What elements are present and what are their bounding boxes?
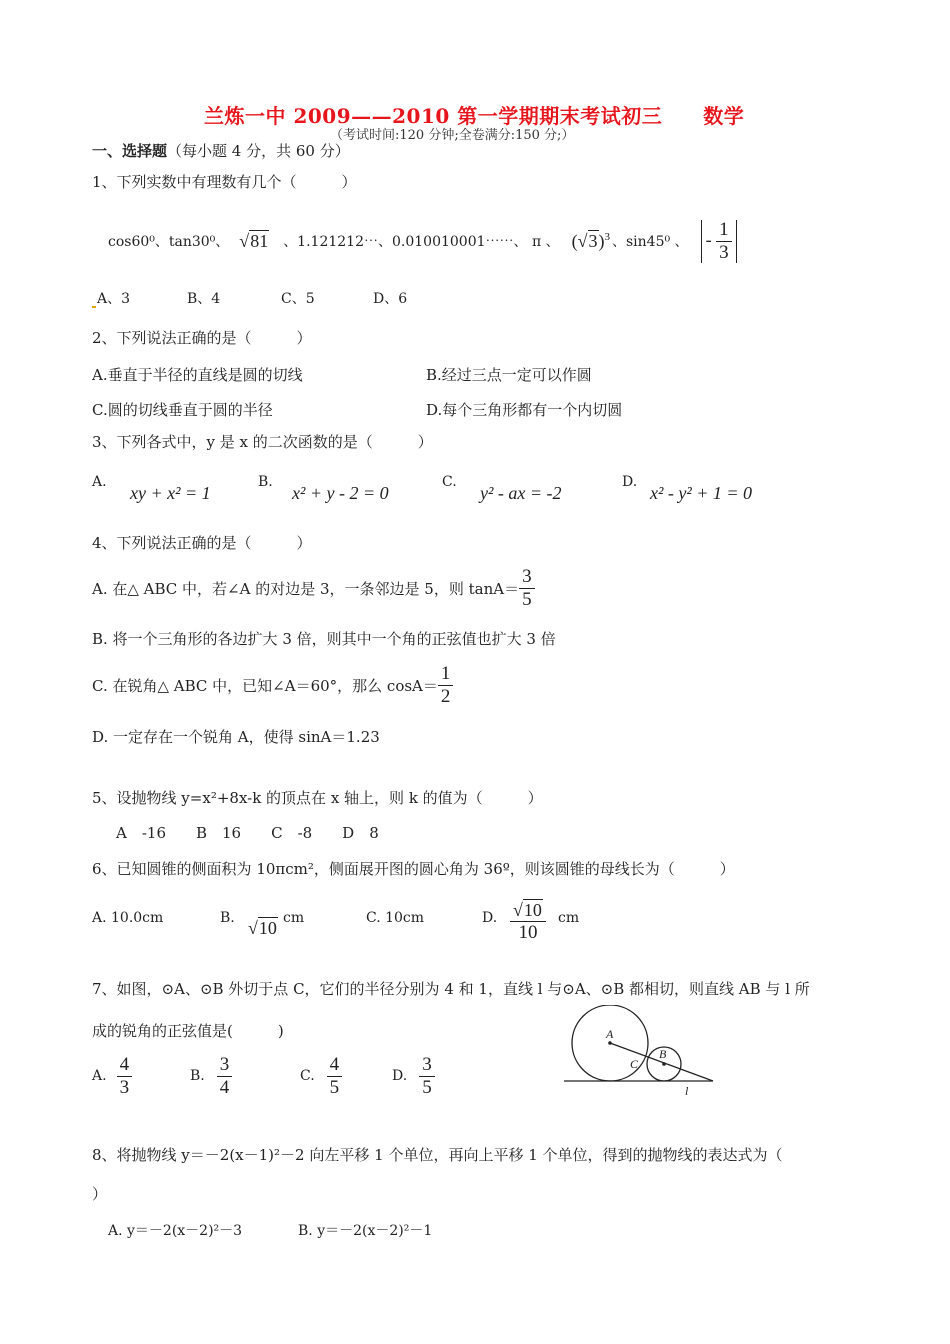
q1-option-d: D、6 (373, 291, 408, 307)
center-a-dot (608, 1041, 612, 1045)
q5-options: A -16 B 16 C -8 D 8 (116, 824, 379, 842)
q4-a-fraction: $\frac{3}{5}$ (519, 567, 535, 610)
q1-item-trig: cos60⁰、tan30⁰、 (108, 234, 230, 251)
q1-sqrt3-cubed: $(√3)^3$ (571, 230, 610, 251)
q3-label-b: B. (258, 474, 273, 490)
section-heading (92, 140, 350, 161)
q4-option-d: D. 一定存在一个锐角 A，使得 sinA＝1.23 (92, 728, 380, 746)
section-title: 一、选择题 (92, 142, 168, 160)
q6-b-sqrt: √10 (248, 918, 277, 938)
q2-option-b: B.经过三点一定可以作圆 (426, 366, 592, 384)
q6-option-c: C. 10cm (366, 910, 425, 926)
label-l: l (685, 1084, 689, 1097)
q3-label-d: D. (622, 474, 638, 490)
q3-label-c: C. (442, 474, 457, 490)
q7-tangent-circles-figure (560, 1005, 720, 1097)
q7-option-d: D. $\frac{3}{5}$ (392, 1055, 435, 1098)
q7-stem-line1: 7、如图，⊙A、⊙B 外切于点 C，它们的半径分别为 4 和 1，直线 l 与⊙A、⊙B 都相切，则直线 AB 与 l 所 (92, 980, 810, 998)
q1-item-sin: 、sin45⁰ 、 (612, 234, 689, 251)
q7-stem-line2: 成的锐角的正弦值是( ) (92, 1022, 284, 1040)
q4-stem: 4、下列说法正确的是（ ） (92, 534, 312, 552)
label-b: B (659, 1047, 667, 1061)
q1-option-c: C、5 (281, 291, 315, 307)
q6-label-b: B. (220, 910, 235, 926)
q4-option-c: C. 在锐角△ ABC 中，已知∠A＝60°，那么 cosA＝ $\frac{1}{2}$ (92, 664, 453, 707)
q6-d-fraction: $\frac{√10}{10}$ (510, 901, 546, 943)
q3-expr-c: y² - ax = -2 (480, 483, 562, 503)
q1-items (108, 220, 737, 263)
exam-subtitle: （考试时间:120 分钟;全卷满分:150 分;） (330, 128, 575, 143)
q8-option-b: B. y＝－2(x－2)²－1 (298, 1223, 433, 1239)
q3-expr-b: x² + y - 2 = 0 (292, 483, 389, 503)
q2-stem: 2、下列说法正确的是（ ） (92, 329, 312, 347)
q1-options (92, 288, 407, 308)
q1-abs-fraction: $\frac{1}{3}$ (716, 220, 732, 263)
q2-option-c: C.圆的切线垂直于圆的半径 (92, 401, 273, 419)
q4-option-b: B. 将一个三角形的各边扩大 3 倍，则其中一个角的正弦值也扩大 3 倍 (92, 630, 556, 648)
section-note: （每小题 4 分，共 60 分） (167, 142, 350, 160)
q1-sqrt81: √81 (239, 230, 269, 251)
q2-option-d: D.每个三角形都有一个内切圆 (426, 401, 623, 419)
q3-expr-a: xy + x² = 1 (130, 483, 211, 503)
q7-option-c: C. $\frac{4}{5}$ (300, 1055, 342, 1098)
q1-abs-value: - $\frac{1}{3}$ (701, 220, 737, 263)
q6-label-d: D. (482, 910, 498, 926)
q4-c-fraction: $\frac{1}{2}$ (438, 664, 454, 707)
label-c: C (630, 1057, 639, 1071)
q5-stem: 5、设抛物线 y=x²+8x-k 的顶点在 x 轴上，则 k 的值为（ ） (92, 789, 543, 807)
q2-option-a: A.垂直于半径的直线是圆的切线 (92, 366, 303, 384)
q3-stem: 3、下列各式中，y 是 x 的二次函数的是（ ） (92, 433, 433, 451)
q3-label-a: A. (92, 474, 107, 490)
q3-expr-d: x² - y² + 1 = 0 (650, 483, 753, 503)
q4-option-a: A. 在△ ABC 中，若∠A 的对边是 3，一条邻边是 5，则 tanA＝ $\frac{3}{5}$ (92, 567, 535, 610)
q6-b-unit: cm (283, 910, 305, 926)
q6-stem: 6、已知圆锥的侧面积为 10πcm²，侧面展开图的圆心角为 36º，则该圆锥的母线长为（ ） (92, 860, 735, 878)
q1-option-a: A、3 (97, 291, 131, 307)
q7-option-b: B. $\frac{3}{4}$ (190, 1055, 232, 1098)
exam-title: 兰炼一中 2009——2010 第一学期期末考试初三 数学 (204, 104, 745, 128)
mark-dot (92, 306, 96, 308)
q7-option-a: A. $\frac{4}{3}$ (92, 1055, 132, 1098)
q1-stem: 1、下列实数中有理数有几个（ ） (92, 173, 357, 191)
label-a: A (606, 1027, 614, 1041)
q8-option-a: A. y＝－2(x－2)²－3 (108, 1223, 243, 1239)
center-b-dot (662, 1062, 666, 1066)
q8-stem-line1: 8、将抛物线 y＝－2(x－1)²－2 向左平移 1 个单位，再向上平移 1 个单位，得到的抛物线的表达式为（ (92, 1146, 783, 1164)
q1-option-b: B、4 (187, 291, 221, 307)
q6-option-a: A. 10.0cm (92, 910, 164, 926)
q8-stem-line2: ） (92, 1185, 108, 1203)
q6-d-unit: cm (558, 910, 580, 926)
q1-item-decimals: 、1.121212⋯、0.010010001⋯⋯、 π 、 (283, 234, 560, 251)
